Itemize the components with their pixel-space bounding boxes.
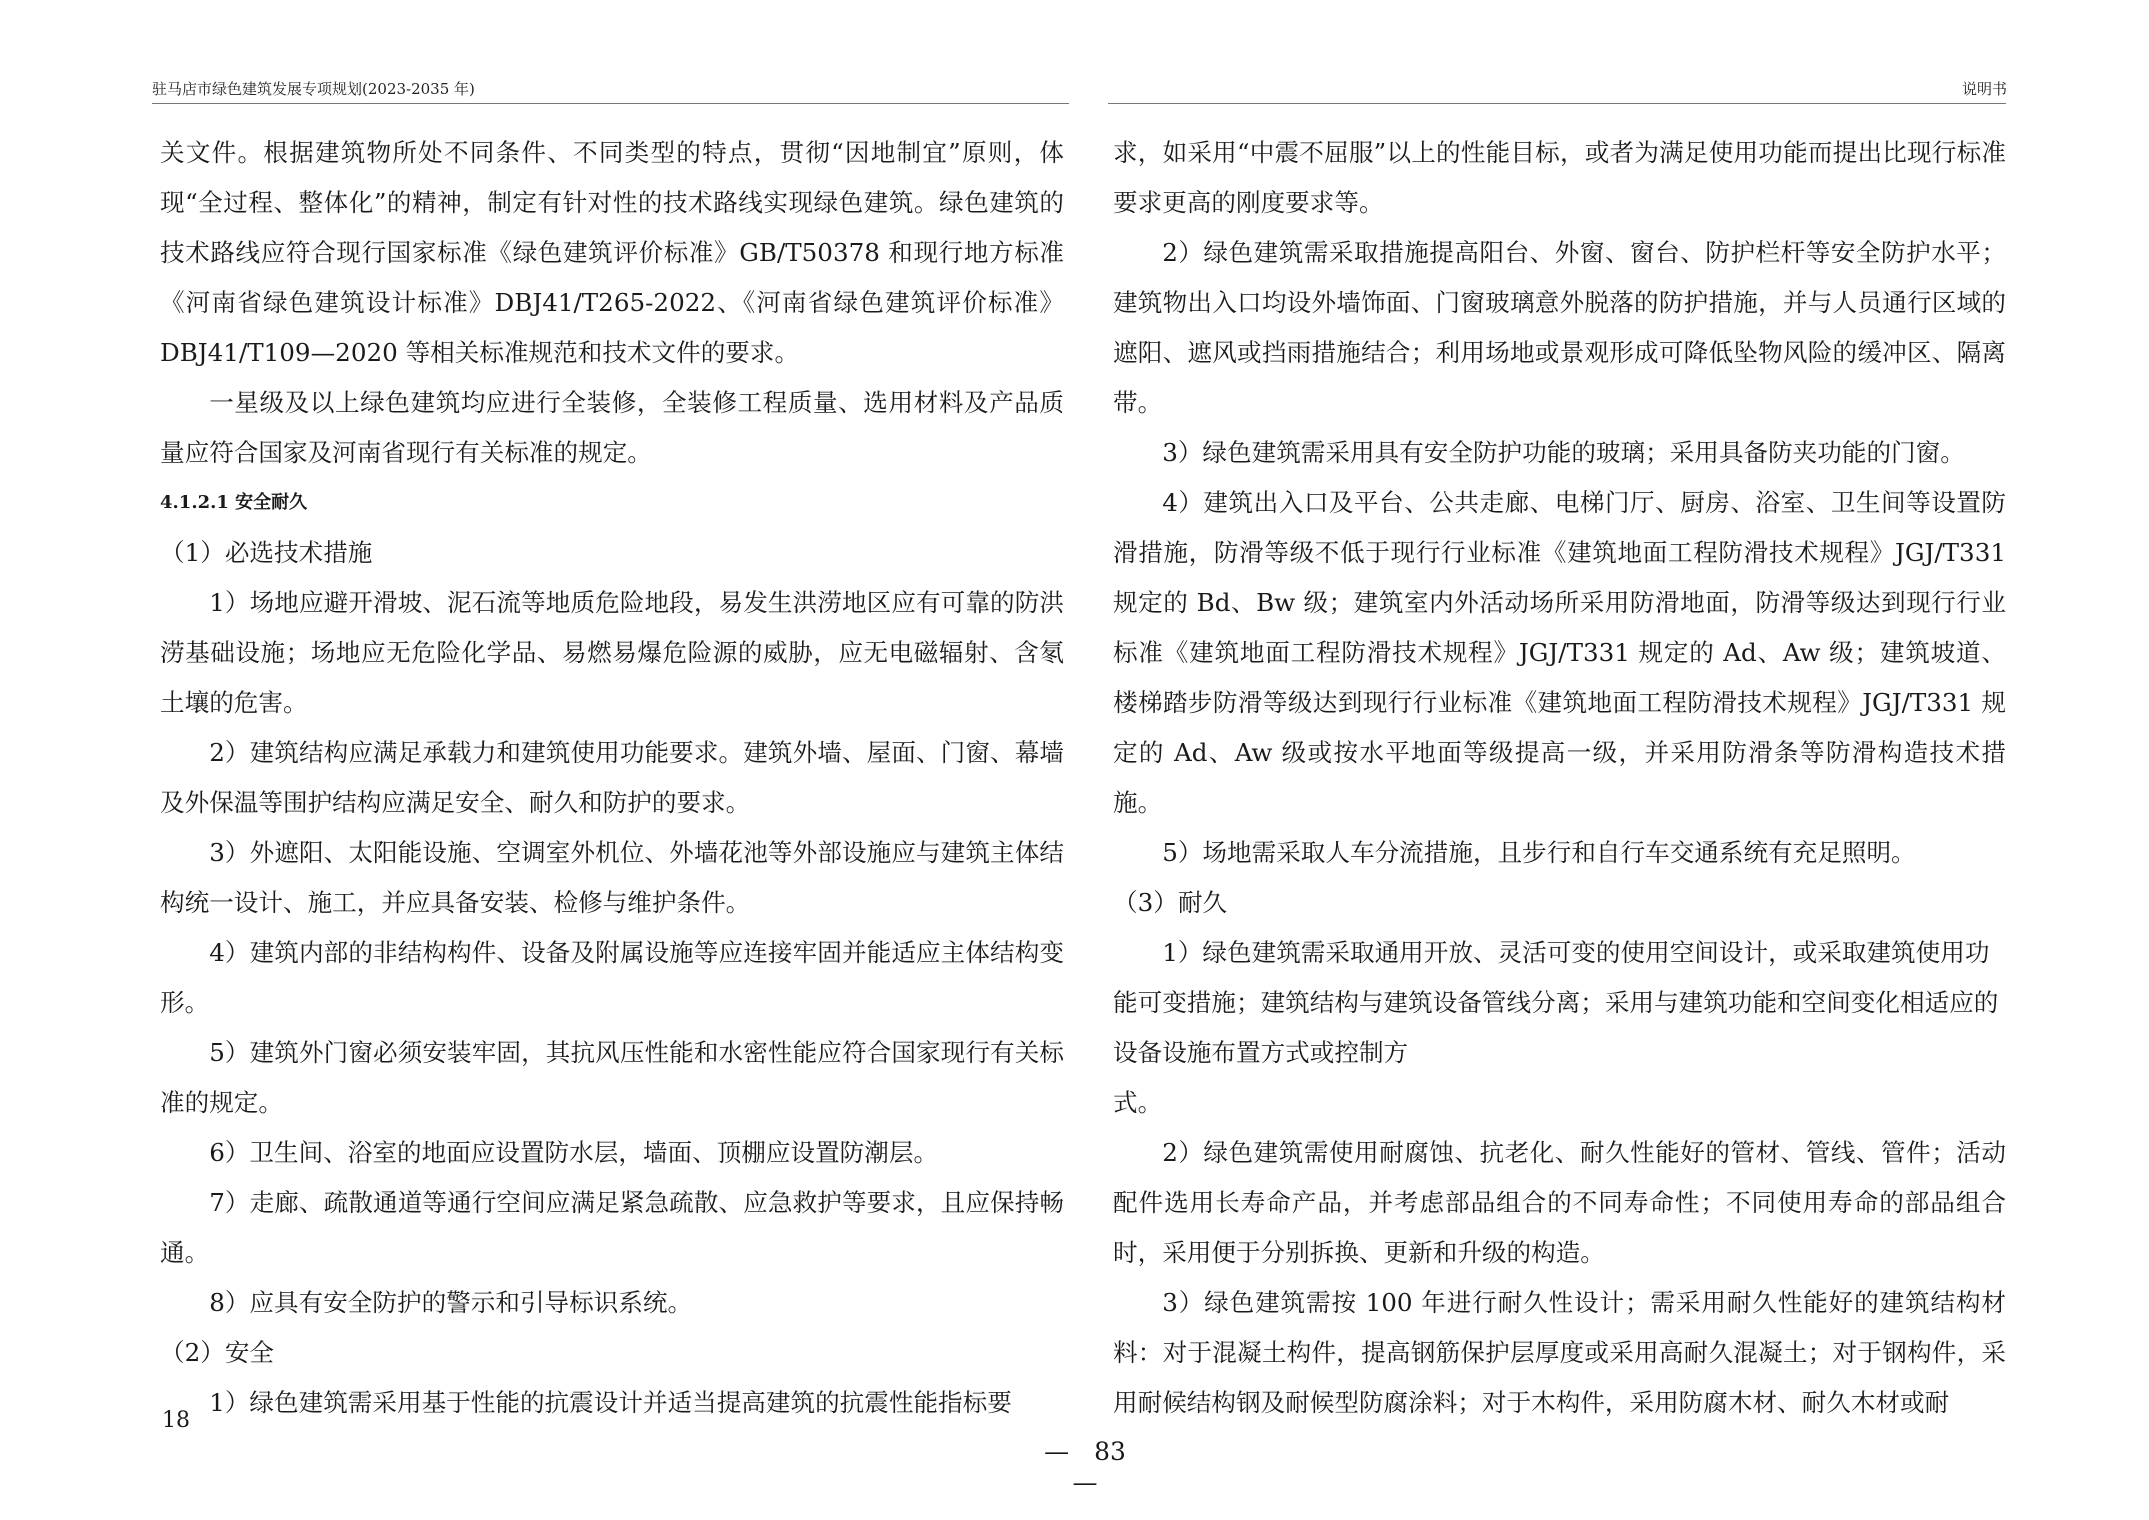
list-item: 4）建筑出入口及平台、公共走廊、电梯门厅、厨房、浴室、卫生间等设置防滑措施，防滑等级不低于现行行业标准《建筑地面工程防滑技术规程》JGJ/T331 规定的 Bd、Bw 级；建筑室内外活动场所采用防滑地面，防滑等级达到现行行业标准《建筑地面工程防滑技术规程》JGJ/T331 规定的 Ad、Aw 级；建筑坡道、楼梯踏步防滑等级达到现行行业标准《建筑地面工程防滑技术规程》JGJ/T331 规定的 Ad、Aw 级或按水平地面等级提高一级，并采用防滑条等防滑构造技术措施。 — [1113, 488, 2006, 817]
list-item: 1）绿色建筑需采用基于性能的抗震设计并适当提高建筑的抗震性能指标要 — [209, 1388, 1012, 1417]
paragraph: 求，如采用“中震不屈服”以上的性能目标，或者为满足使用功能而提出比现行标准要求更高的刚度要求等。 — [1113, 138, 2006, 217]
document-header-section: 说明书 — [1962, 80, 2008, 98]
document-header-title: 驻马店市绿色建筑发展专项规划(2023-2035 年) — [152, 80, 475, 98]
subsection-heading: （2）安全 — [160, 1338, 275, 1367]
page-number: — 83 — — [1044, 1437, 1151, 1497]
header-rule-right — [1108, 103, 2006, 104]
list-item: 1）绿色建筑需采取通用开放、灵活可变的使用空间设计，或采取建筑使用功能可变措施；建筑结构与建筑设备管线分离；采用与建筑功能和空间变化相适应的设备设施布置方式或控制方 — [1113, 938, 1999, 1067]
paragraph: 一星级及以上绿色建筑均应进行全装修，全装修工程质量、选用材料及产品质量应符合国家及河南省现行有关标准的规定。 — [160, 388, 1064, 467]
list-item: 3）外遮阳、太阳能设施、空调室外机位、外墙花池等外部设施应与建筑主体结构统一设计、施工，并应具备安装、检修与维护条件。 — [160, 838, 1064, 917]
list-item: 4）建筑内部的非结构构件、设备及附属设施等应连接牢固并能适应主体结构变形。 — [160, 938, 1064, 1017]
subsection-heading: （3）耐久 — [1113, 888, 1228, 917]
list-item: 3）绿色建筑需按 100 年进行耐久性设计；需采用耐久性能好的建筑结构材料：对于混凝土构件，提高钢筋保护层厚度或采用高耐久混凝土；对于钢构件，采用耐候结构钢及耐候型防腐涂料；对于木构件，采用防腐木材、耐久木材或耐 — [1113, 1288, 2006, 1417]
list-item: 8）应具有安全防护的警示和引导标识系统。 — [209, 1288, 693, 1317]
paragraph: 关文件。根据建筑物所处不同条件、不同类型的特点，贯彻“因地制宜”原则，体现“全过程、整体化”的精神，制定有针对性的技术路线实现绿色建筑。绿色建筑的技术路线应符合现行国家标准《绿色建筑评价标准》GB/T50378 和现行地方标准《河南省绿色建筑设计标准》DBJ41/T265-2022、《河南省绿色建筑评价标准》DBJ41/T109—2020 等相关标准规范和技术文件的要求。 — [160, 138, 1064, 367]
list-item: 5）建筑外门窗必须安装牢固，其抗风压性能和水密性能应符合国家现行有关标准的规定。 — [160, 1038, 1064, 1117]
left-text-column — [160, 128, 1064, 1428]
inner-page-number: 18 — [162, 1408, 190, 1433]
header-rule-left — [152, 103, 1069, 104]
right-text-column — [1113, 128, 2006, 1428]
section-heading: 4.1.2.1 安全耐久 — [160, 492, 308, 513]
list-item: 5）场地需采取人车分流措施，且步行和自行车交通系统有充足照明。 — [1162, 838, 1916, 867]
paragraph: 式。 — [1113, 1088, 1163, 1117]
list-item: 7）走廊、疏散通道等通行空间应满足紧急疏散、应急救护等要求，且应保持畅通。 — [160, 1188, 1064, 1267]
list-item: 2）建筑结构应满足承载力和建筑使用功能要求。建筑外墙、屋面、门窗、幕墙及外保温等围护结构应满足安全、耐久和防护的要求。 — [160, 738, 1064, 817]
list-item: 1）场地应避开滑坡、泥石流等地质危险地段，易发生洪涝地区应有可靠的防洪涝基础设施；场地应无危险化学品、易燃易爆危险源的威胁，应无电磁辐射、含氡土壤的危害。 — [160, 588, 1064, 717]
list-item: 2）绿色建筑需采取措施提高阳台、外窗、窗台、防护栏杆等安全防护水平；建筑物出入口均设外墙饰面、门窗玻璃意外脱落的防护措施，并与人员通行区域的遮阳、遮风或挡雨措施结合；利用场地或景观形成可降低坠物风险的缓冲区、隔离带。 — [1113, 238, 2006, 417]
list-item: 3）绿色建筑需采用具有安全防护功能的玻璃；采用具备防夹功能的门窗。 — [1162, 438, 1965, 467]
subsection-heading: （1）必选技术措施 — [160, 538, 373, 567]
list-item: 6）卫生间、浴室的地面应设置防水层，墙面、顶棚应设置防潮层。 — [209, 1138, 939, 1167]
list-item: 2）绿色建筑需使用耐腐蚀、抗老化、耐久性能好的管材、管线、管件；活动配件选用长寿命产品，并考虑部品组合的不同寿命性；不同使用寿命的部品组合时，采用便于分别拆换、更新和升级的构造。 — [1113, 1138, 2006, 1267]
